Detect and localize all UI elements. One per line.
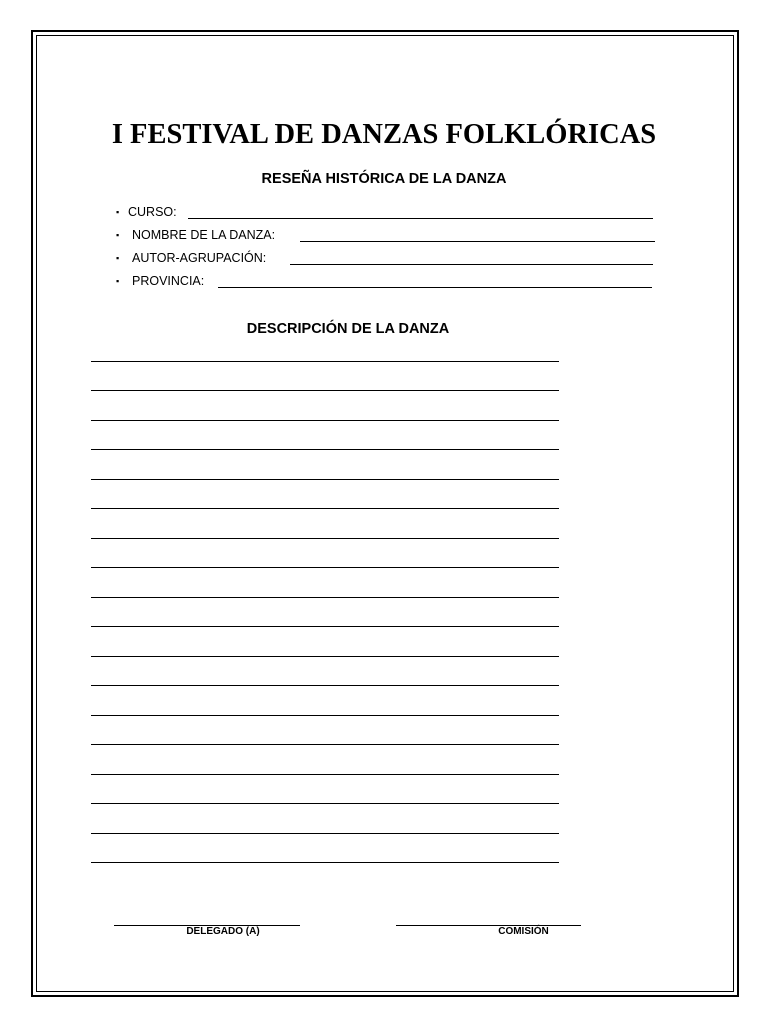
description-line[interactable]: [91, 803, 559, 804]
field-label-curso: CURSO:: [128, 205, 177, 219]
field-line-curso[interactable]: [188, 218, 653, 219]
description-line[interactable]: [91, 597, 559, 598]
field-line-provincia[interactable]: [218, 287, 652, 288]
section-heading-resena: RESEÑA HISTÓRICA DE LA DANZA: [261, 171, 507, 187]
document-title: I FESTIVAL DE DANZAS FOLKLÓRICAS: [111, 119, 657, 150]
bullet-icon: ▪: [116, 276, 120, 286]
description-line[interactable]: [91, 449, 559, 450]
section-heading-descripcion: DESCRIPCIÓN DE LA DANZA: [246, 321, 450, 337]
description-line[interactable]: [91, 361, 559, 362]
description-line[interactable]: [91, 685, 559, 686]
field-label-provincia: PROVINCIA:: [132, 274, 205, 288]
description-line[interactable]: [91, 774, 559, 775]
description-line[interactable]: [91, 567, 559, 568]
field-line-autor-agrupacion[interactable]: [290, 264, 653, 265]
description-line[interactable]: [91, 656, 559, 657]
description-line[interactable]: [91, 390, 559, 391]
bullet-icon: ▪: [116, 230, 120, 240]
bullet-icon: ▪: [116, 253, 120, 263]
field-line-nombre-danza[interactable]: [300, 241, 655, 242]
field-nombre-danza: [116, 226, 656, 244]
field-provincia: [116, 272, 656, 290]
description-line[interactable]: [91, 862, 559, 863]
description-line[interactable]: [91, 744, 559, 745]
description-line[interactable]: [91, 538, 559, 539]
signature-label-delegado: DELEGADO (A): [186, 926, 260, 937]
signature-label-comision: COMISIÓN: [498, 926, 549, 937]
description-line[interactable]: [91, 626, 559, 627]
field-curso: [116, 203, 656, 221]
description-line[interactable]: [91, 479, 559, 480]
bullet-icon: ▪: [116, 207, 120, 217]
description-line[interactable]: [91, 420, 559, 421]
field-label-autor-agrupacion: AUTOR-AGRUPACIÓN:: [132, 251, 267, 265]
field-label-nombre-danza: NOMBRE DE LA DANZA:: [132, 228, 276, 242]
description-line[interactable]: [91, 833, 559, 834]
description-line[interactable]: [91, 715, 559, 716]
description-line[interactable]: [91, 508, 559, 509]
field-autor-agrupacion: [116, 249, 656, 267]
